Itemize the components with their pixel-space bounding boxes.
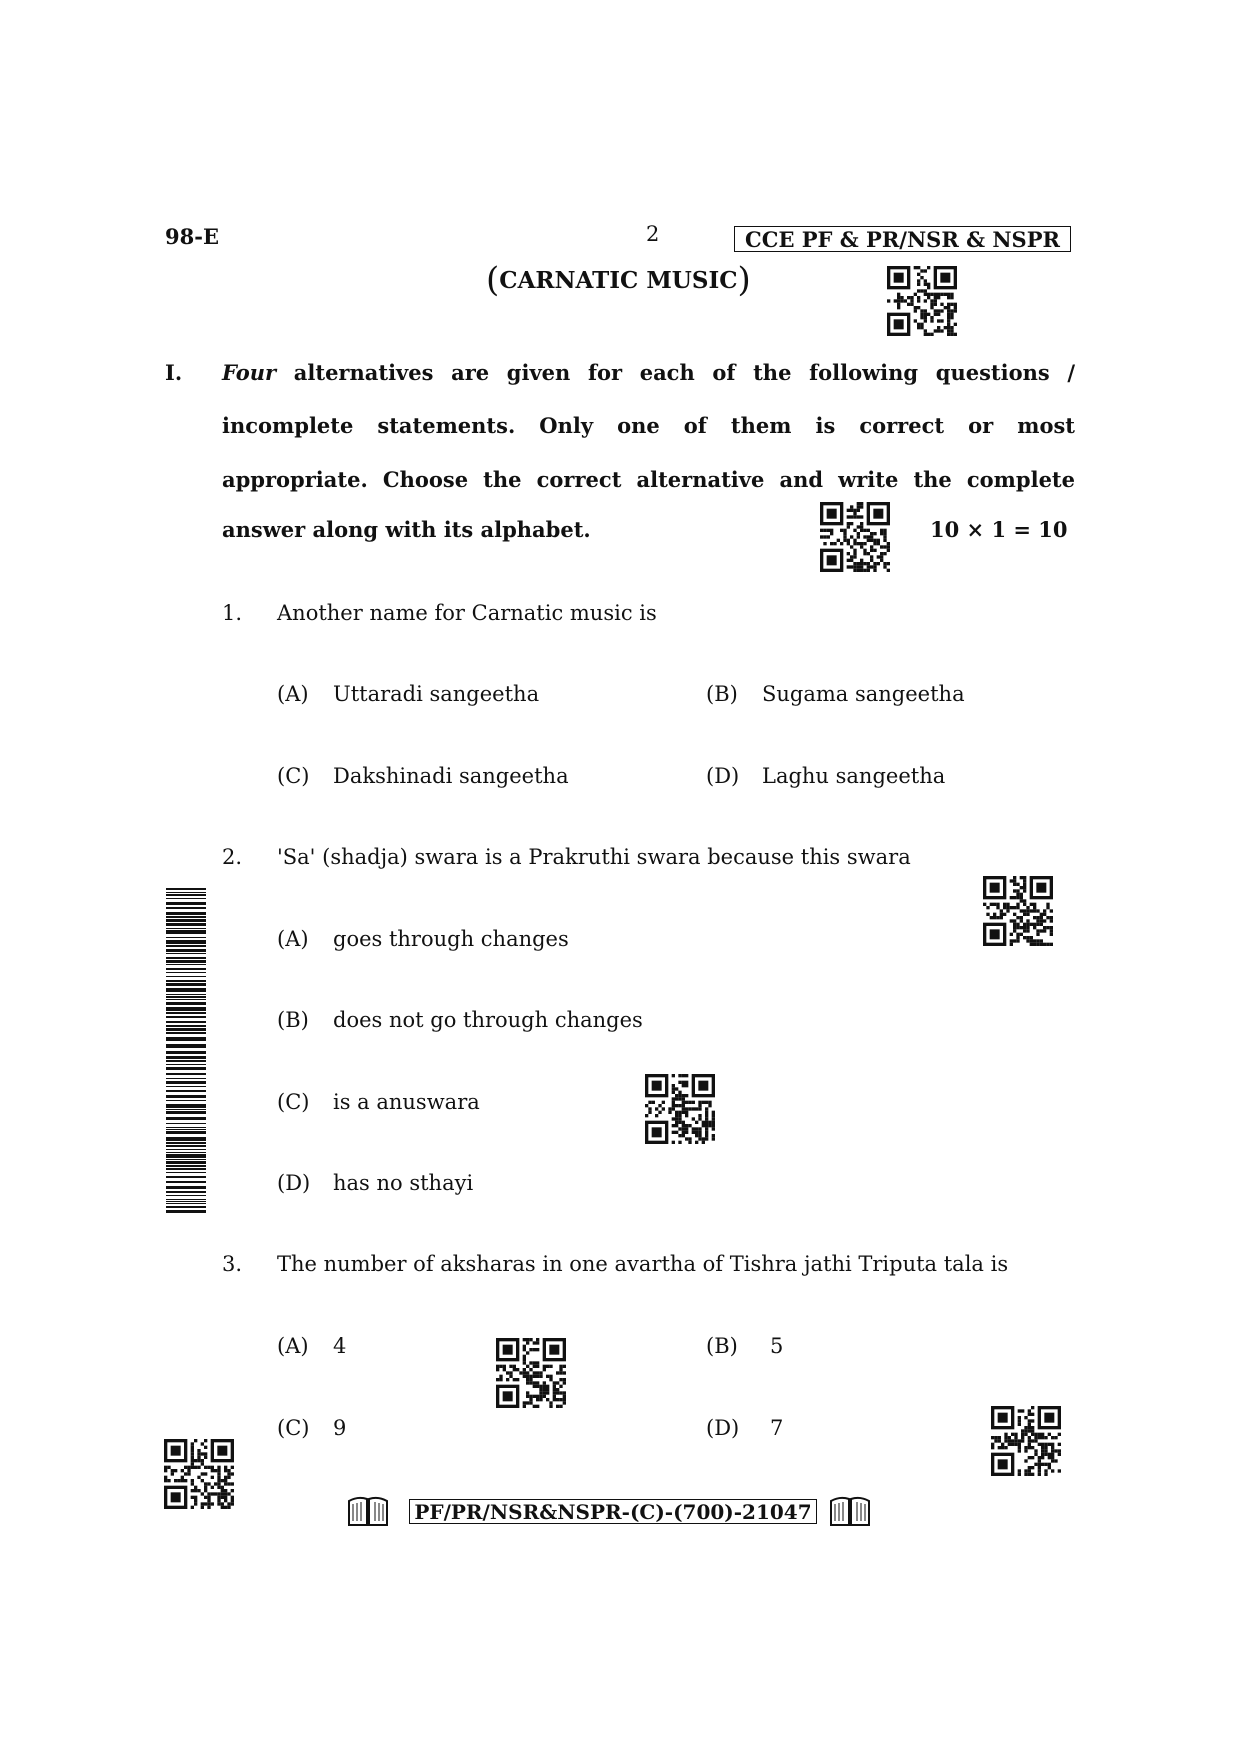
option-label: (A) — [277, 682, 309, 706]
question-text: 'Sa' (shadja) swara is a Prakruthi swara because this swara — [277, 845, 911, 869]
option-text: 5 — [770, 1334, 784, 1358]
exam-label-box — [734, 226, 1071, 252]
marks-allotment: 10 × 1 = 10 — [930, 517, 1068, 542]
page-number: 2 — [646, 222, 660, 246]
instruction-line-1: Four alternatives are given for each of the following questions / — [222, 360, 1076, 385]
option-text: 4 — [333, 1334, 347, 1358]
qr-code-icon — [991, 1406, 1061, 1476]
footer-code: PF/PR/NSR&NSPR-(C)-(700)-21047 — [414, 1499, 812, 1524]
qr-code-icon — [496, 1338, 566, 1408]
option-text: Laghu sangeetha — [762, 764, 946, 788]
option-label: (B) — [706, 682, 738, 706]
option-label: (C) — [277, 1090, 310, 1114]
section-number: I. — [165, 360, 183, 385]
option-text: goes through changes — [333, 927, 569, 951]
question-number: 3. — [222, 1252, 243, 1276]
option-label: (B) — [706, 1334, 738, 1358]
option-text: has no sthayi — [333, 1171, 474, 1195]
qr-code-icon — [164, 1439, 234, 1509]
subject-name: CARNATIC MUSIC — [499, 267, 738, 294]
option-label: (A) — [277, 927, 309, 951]
paper-code: 98-E — [165, 224, 219, 249]
qr-code-icon — [983, 876, 1053, 946]
exam-label: CCE PF & PR/NSR & NSPR — [745, 226, 1060, 252]
footer-code-box — [409, 1499, 817, 1524]
option-text: Sugama sangeetha — [762, 682, 965, 706]
option-text: 7 — [770, 1416, 784, 1440]
option-text: is a anuswara — [333, 1090, 480, 1114]
question-number: 1. — [222, 601, 243, 625]
qr-code-icon — [887, 266, 957, 336]
option-label: (C) — [277, 764, 310, 788]
option-text: Dakshinadi sangeetha — [333, 764, 569, 788]
subject-open-paren: ( — [486, 260, 500, 300]
option-text: Uttaradi sangeetha — [333, 682, 540, 706]
option-text: does not go through changes — [333, 1008, 643, 1032]
question-text: Another name for Carnatic music is — [277, 601, 657, 625]
option-label: (D) — [706, 764, 740, 788]
instruction-line-4: answer along with its alphabet. — [222, 517, 591, 542]
book-icon — [347, 1495, 389, 1527]
instruction-line-2: incomplete statements. Only one of them is correct or most — [222, 413, 1075, 438]
qr-code-icon — [820, 502, 890, 572]
instruction-emphasis: Four — [222, 360, 277, 385]
option-label: (B) — [277, 1008, 309, 1032]
instruction-line-3: appropriate. Choose the correct alternative and write the complete — [222, 467, 1075, 492]
option-label: (D) — [706, 1416, 740, 1440]
book-icon — [829, 1495, 871, 1527]
option-label: (A) — [277, 1334, 309, 1358]
question-text: The number of aksharas in one avartha of Tishra jathi Triputa tala is — [277, 1252, 1009, 1276]
subject-close-paren: ) — [737, 260, 751, 300]
question-number: 2. — [222, 845, 243, 869]
subject-title — [486, 260, 751, 300]
option-label: (C) — [277, 1416, 310, 1440]
option-label: (D) — [277, 1171, 311, 1195]
qr-code-icon — [645, 1074, 715, 1144]
option-text: 9 — [333, 1416, 347, 1440]
barcode-icon — [166, 888, 206, 1218]
